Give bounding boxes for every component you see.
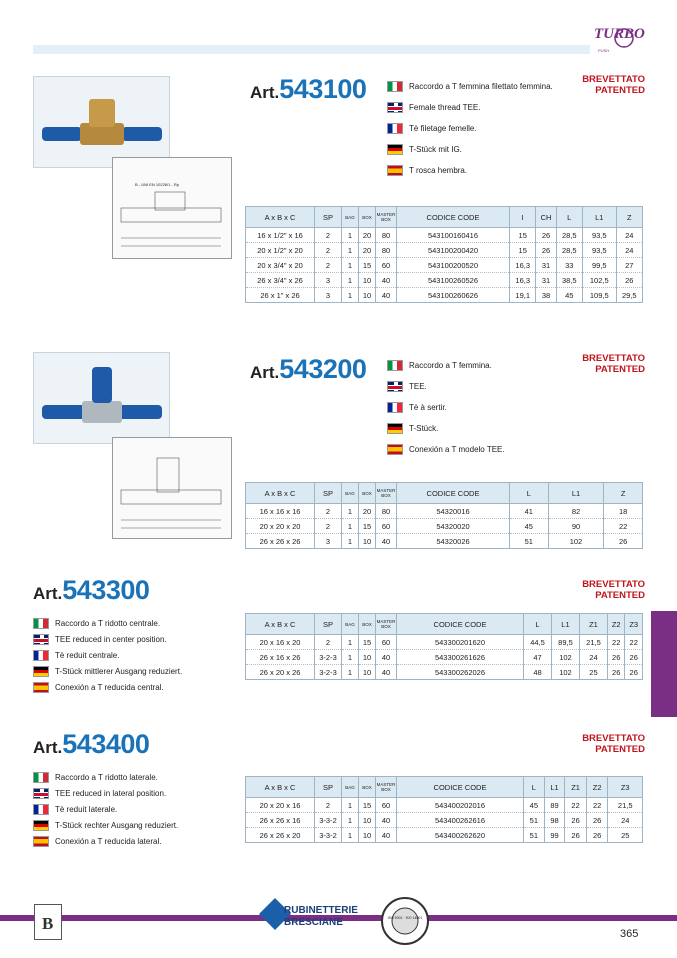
description-list-543300: Raccordo a T ridotto centrale. TEE reduced in center position. Tè reduit centrale. T-Stück mittlerer Ausgang reduziert. Conexión a T reducida central. <box>33 615 182 695</box>
germany-flag-icon <box>33 666 49 677</box>
table-row: 20 x 1/2" x 20 2 1 20 80 543100200420 15 26 28,5 93,5 24 <box>246 243 643 258</box>
france-flag-icon <box>33 650 49 661</box>
spec-table-543100: A x B x C SP BAG BOX MASTER BOX CODICE CODE I CH L L1 Z 16 x 1/2" x 16 2 1 20 80 543100160416 15 26 28,5 93,5 24 20 x 1/2" x 20 2 1 20 80 543100200420 15 26 28,5 93,5 24 20 x 3/4" x 20 2 1 15 60 543100200520 16,3 31 33 99,5 27 26 x 3/4" x 26 3 1 10 40 543100260526 16,3 31 38,5 102,5 26 26 x 1" x 26 3 1 10 40 543100260626 19,1 38 45 109,5 29,5 <box>245 206 643 303</box>
brand-logo: RUBINETTERIE BRESCIANE <box>258 895 378 935</box>
patent-label: BREVETTATO PATENTED <box>582 579 645 601</box>
table-row: 26 x 26 x 20 3-3-2 1 10 40 543400262620 51 99 26 26 25 <box>246 828 643 843</box>
tee-fitting-image <box>34 77 169 167</box>
france-flag-icon <box>387 402 403 413</box>
article-title-543100: Art.543100 <box>250 74 367 104</box>
italy-flag-icon <box>33 772 49 783</box>
description-list-543100 <box>387 76 553 181</box>
spain-flag-icon <box>33 682 49 693</box>
table-row: 26 x 3/4" x 26 3 1 10 40 543100260526 16,3 31 38,5 102,5 26 <box>246 273 643 288</box>
svg-text:B: B <box>42 914 54 933</box>
table-row: 20 x 20 x 16 2 1 15 60 543400202016 45 89 22 22 21,5 <box>246 798 643 813</box>
drawing-lines <box>113 438 231 538</box>
germany-flag-icon <box>387 423 403 434</box>
technical-drawing-543100 <box>112 157 232 259</box>
tee-fitting-image <box>34 353 169 443</box>
uk-flag-icon <box>33 634 49 645</box>
article-title-543400: Art.543400 <box>33 729 150 759</box>
product-photo-543100 <box>33 76 170 168</box>
desc-es: T rosca hembra. <box>387 160 553 181</box>
spec-table-543300: A x B x C SP BAG BOX MASTER BOX CODICE CODE L L1 Z1 Z2 Z3 20 x 16 x 20 2 1 15 60 543300201620 44,5 89,5 21,5 22 22 26 x 16 x 26 3-2-3 1 10 40 543300261626 47 102 24 26 26 26 x 20 x 26 3-2-3 1 10 40 543300262026 48 102 25 26 26 <box>245 613 643 680</box>
turbo-logo <box>590 18 652 56</box>
page-number: 365 <box>620 928 639 940</box>
iso-certification-seal <box>380 896 430 946</box>
table-row: 20 x 3/4" x 20 2 1 15 60 543100200520 16,3 31 33 99,5 27 <box>246 258 643 273</box>
uk-flag-icon <box>387 102 403 113</box>
spain-flag-icon <box>387 444 403 455</box>
table-row: 26 x 26 x 16 3-3-2 1 10 40 543400262616 51 98 26 26 24 <box>246 813 643 828</box>
product-photo-543200 <box>33 352 170 444</box>
drawing-lines <box>113 158 231 258</box>
desc-it: Raccordo a T femmina filettato femmina. <box>387 76 553 97</box>
italy-flag-icon <box>387 360 403 371</box>
description-list-543400: Raccordo a T ridotto laterale. TEE reduced in lateral position. Tè reduit laterale. T-Stück rechter Ausgang reduziert. Conexión a T reducida lateral. <box>33 769 178 849</box>
table-row: 16 x 16 x 16 2 1 20 80 54320016 41 82 18 <box>246 504 643 519</box>
article-title-543300: Art.543300 <box>33 575 150 605</box>
table-row: 16 x 1/2" x 16 2 1 20 80 543100160416 15 26 28,5 93,5 24 <box>246 228 643 243</box>
desc-de: T-Stück mit IG. <box>387 139 553 160</box>
patent-label: BREVETTATO PATENTED <box>582 353 645 375</box>
table-row: 26 x 26 x 26 3 1 10 40 54320026 51 102 26 <box>246 534 643 549</box>
uk-flag-icon <box>33 788 49 799</box>
spain-flag-icon <box>387 165 403 176</box>
france-flag-icon <box>387 123 403 134</box>
header-bar <box>33 45 590 54</box>
desc-fr: Tè filetage femelle. <box>387 118 553 139</box>
germany-flag-icon <box>387 144 403 155</box>
spec-table-543200: A x B x C SP BAG BOX MASTER BOX CODICE CODE L L1 Z 16 x 16 x 16 2 1 20 80 54320016 41 82 18 20 x 20 x 20 2 1 15 60 54320020 45 90 22 26 x 26 x 26 3 1 10 40 54320026 51 102 26 <box>245 482 643 549</box>
table-row: 26 x 20 x 26 3-2-3 1 10 40 543300262026 48 102 25 26 26 <box>246 665 643 680</box>
france-flag-icon <box>33 804 49 815</box>
italy-flag-icon <box>387 81 403 92</box>
logo-sub: PUSH <box>598 48 610 53</box>
iso-text: ISO 9001 · ISO 14001 <box>387 916 423 920</box>
italy-flag-icon <box>33 618 49 629</box>
logo-text: TURBO <box>594 26 645 42</box>
section-tab <box>651 611 677 717</box>
patent-label: BREVETTATO PATENTED <box>582 733 645 755</box>
spain-flag-icon <box>33 836 49 847</box>
table-row: 26 x 1" x 26 3 1 10 40 543100260626 19,1 38 45 109,5 29,5 <box>246 288 643 303</box>
desc-en: Female thread TEE. <box>387 97 553 118</box>
spec-table-543400: A x B x C SP BAG BOX MASTER BOX CODICE CODE L L1 Z1 Z2 Z3 20 x 20 x 16 2 1 15 60 543400202016 45 89 22 22 21,5 26 x 26 x 16 3-3-2 1 10 40 543400262616 51 98 26 26 24 26 x 26 x 20 3-3-2 1 10 40 543400262620 51 99 26 26 25 <box>245 776 643 843</box>
patent-label: BREVETTATO PATENTED <box>582 74 645 96</box>
technical-drawing-543200 <box>112 437 232 539</box>
germany-flag-icon <box>33 820 49 831</box>
article-title-543200: Art.543200 <box>250 354 367 384</box>
description-list-543200: Raccordo a T femmina. TEE. Tè à sertir. T-Stück. Conexión a T modelo TEE. <box>387 355 505 460</box>
table-row: 20 x 20 x 20 2 1 15 60 54320020 45 90 22 <box>246 519 643 534</box>
drawing-note: B - UNI EN 10226/1 - Rp <box>135 182 180 187</box>
b-badge-logo <box>34 904 62 940</box>
uk-flag-icon <box>387 381 403 392</box>
table-row: 26 x 16 x 26 3-2-3 1 10 40 543300261626 47 102 24 26 26 <box>246 650 643 665</box>
table-row: 20 x 16 x 20 2 1 15 60 543300201620 44,5 89,5 21,5 22 22 <box>246 635 643 650</box>
